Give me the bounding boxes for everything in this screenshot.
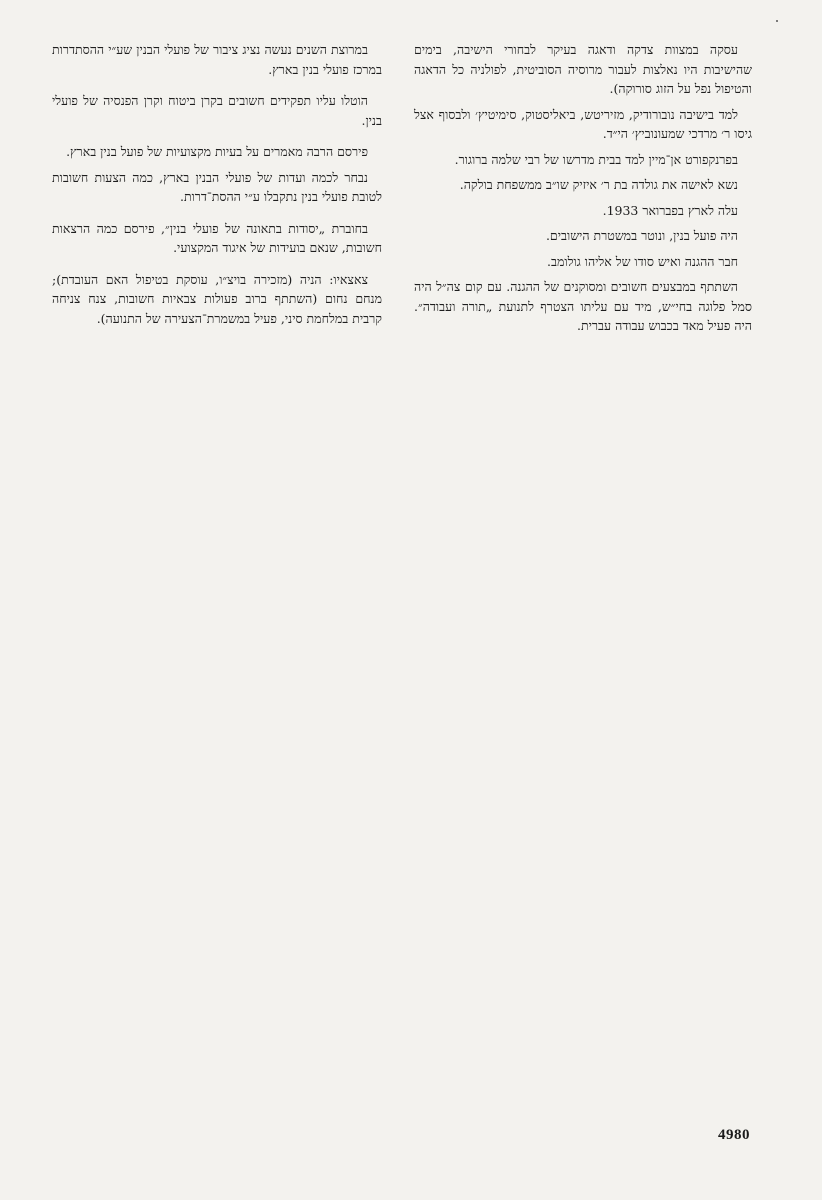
paragraph-immigration: עלה לארץ בפברואר 1933. [602,202,738,218]
page-number: 4980 [718,1127,750,1143]
right-column [414,40,752,342]
paragraph-charity: עסקה במצוות צדקה ודאגה בעיקר לבחורי הישיבה, בימים שהישיבות היו נאלצות לעבור מרוסיה הסוביטית, לפולניה כל הדאגה והטיפול נפל על הזוג סורוקה). [414,42,752,96]
paragraph-operations: השתתף במבצעים חשובים ומסוקנים של ההגנה. עם קום צה״ל היה סמל פלוגה בחי״ש, מיד עם עליתו הצטרף לתנועת „תורה ועבודה״. היה פעיל מאד בכבוש עבודה עברית. [414,279,752,333]
paragraph-haganah-member: חבר ההגנה ואיש סודו של אליהו גולומב. [547,253,738,269]
scan-speck [776,20,778,22]
paragraph-articles: פירסם הרבה מאמרים על בעיות מקצועיות של פועל בנין בארץ. [66,144,368,159]
paragraph-committees: נבחר לכמה ועדות של פועלי הבנין בארץ, כמה הצעות חשובות לטובת פועלי בנין נתקבלו ע״י ההסת־דרות. [52,169,382,204]
paragraph-public-representative: במרוצת השנים נעשה נציג ציבור של פועלי הבנין שע״י ההסתדרות במרכז פועלי בנין בארץ. [52,42,382,77]
paragraph-booklet: בחוברת „יסודות בתאונה של פועלי בנין״, פירסם כמה הרצאות חשובות, שנאם בועידות של איגוד המקצועי. [52,220,382,255]
paragraph-marriage: נשא לאישה את גולדה בת ר׳ איזיק שו״ב ממשפחת בולקה. [459,177,738,192]
paragraph-occupation: היה פועל בנין, ונוטר במשטרת הישובים. [545,228,738,243]
paragraph-insurance-roles: הוטלו עליו תפקידים חשובים בקרן ביטוח וקרן הפנסיה של פועלי בנין. [52,93,382,128]
paragraph-yeshiva-studies: למד בישיבה נובורודיק, מזיריטש, ביאליסטוק, סימיטיץ׳ ולבסוף אצל גיסו ר׳ מרדכי שמעונוביץ׳ הי״ד. [414,106,752,141]
paragraph-frankfurt: בפרנקפורט אן־מיין למד בבית מדרשו של רבי שלמה ברוגור. [454,151,738,167]
left-column [52,40,382,334]
paragraph-descendants: צאצאיו: הניה (מזכירה בויצ״ו, עוסקת בטיפול האם העובדת); מנחם נחום (השתתף ברוב פעולות צבאיות חשובות, צנח צניחה קרבית במלחמת סיני, פעיל במשמרת־הצעירה של התנועה). [52,271,382,326]
